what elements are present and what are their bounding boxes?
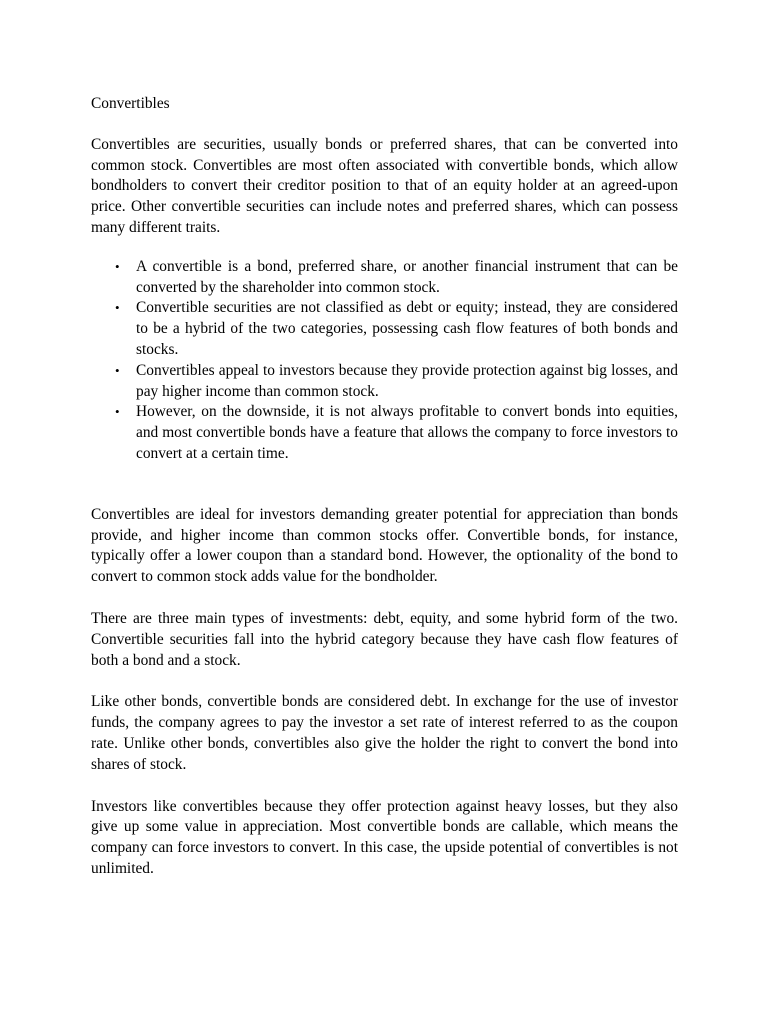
list-item (115, 402, 678, 464)
body-paragraph: Like other bonds, convertible bonds are considered debt. In exchange for the use of investor funds, the company agrees to pay the investor a set rate of interest referred to as the coupon rate. Unlike other bonds, convertibles also give the holder the right to convert the bond into shares of stock. (91, 693, 678, 773)
bullet-icon: • (115, 404, 120, 420)
document-page (91, 94, 678, 880)
bullet-text: Convertibles appeal to investors because they provide protection against big losses, and pay higher income than common stock. (136, 361, 678, 400)
document-title: Convertibles (91, 95, 170, 112)
spacer (91, 465, 678, 505)
bullet-icon: • (115, 300, 120, 316)
body-paragraph: Convertibles are ideal for investors demanding greater potential for appreciation than bonds provide, and higher income than common stocks offer. Convertible bonds, for instance, typically offer a lower coupon than a standard bond. However, the optionality of the bond to convert to common stock adds value for the bondholder. (91, 505, 678, 586)
bullet-text: Convertible securities are not classified as debt or equity; instead, they are considered to be a hybrid of the two categories, possessing cash flow features of both bonds and stocks. (136, 299, 678, 358)
list-item (115, 257, 678, 299)
body-paragraph: There are three main types of investments: debt, equity, and some hybrid form of the two. Convertible securities fall into the hybrid category because they have cash flow features of both a bond and a stock. (91, 609, 678, 669)
list-item (115, 361, 678, 403)
bullet-text: A convertible is a bond, preferred share, or another financial instrument that can be converted by the shareholder into common stock. (136, 257, 678, 296)
list-item (115, 298, 678, 360)
bullet-list (91, 257, 678, 465)
body-paragraph: Investors like convertibles because they offer protection against heavy losses, but they also give up some value in appreciation. Most convertible bonds are callable, which means the company can force investors to convert. In this case, the upside potential of convertibles is not unlimited. (91, 797, 678, 877)
intro-paragraph: Convertibles are securities, usually bonds or preferred shares, that can be converted into common stock. Convertibles are most often associated with convertible bonds, which allow bondholders to convert their creditor position to that of an equity holder at an agreed-upon price. Other convertible securities can include notes and preferred shares, which can possess many different traits. (91, 135, 678, 236)
bullet-text: However, on the downside, it is not always profitable to convert bonds into equities, and most convertible bonds have a feature that allows the company to force investors to convert at a certain time. (136, 403, 678, 462)
bullet-icon: • (115, 362, 120, 378)
bullet-icon: • (115, 258, 120, 274)
